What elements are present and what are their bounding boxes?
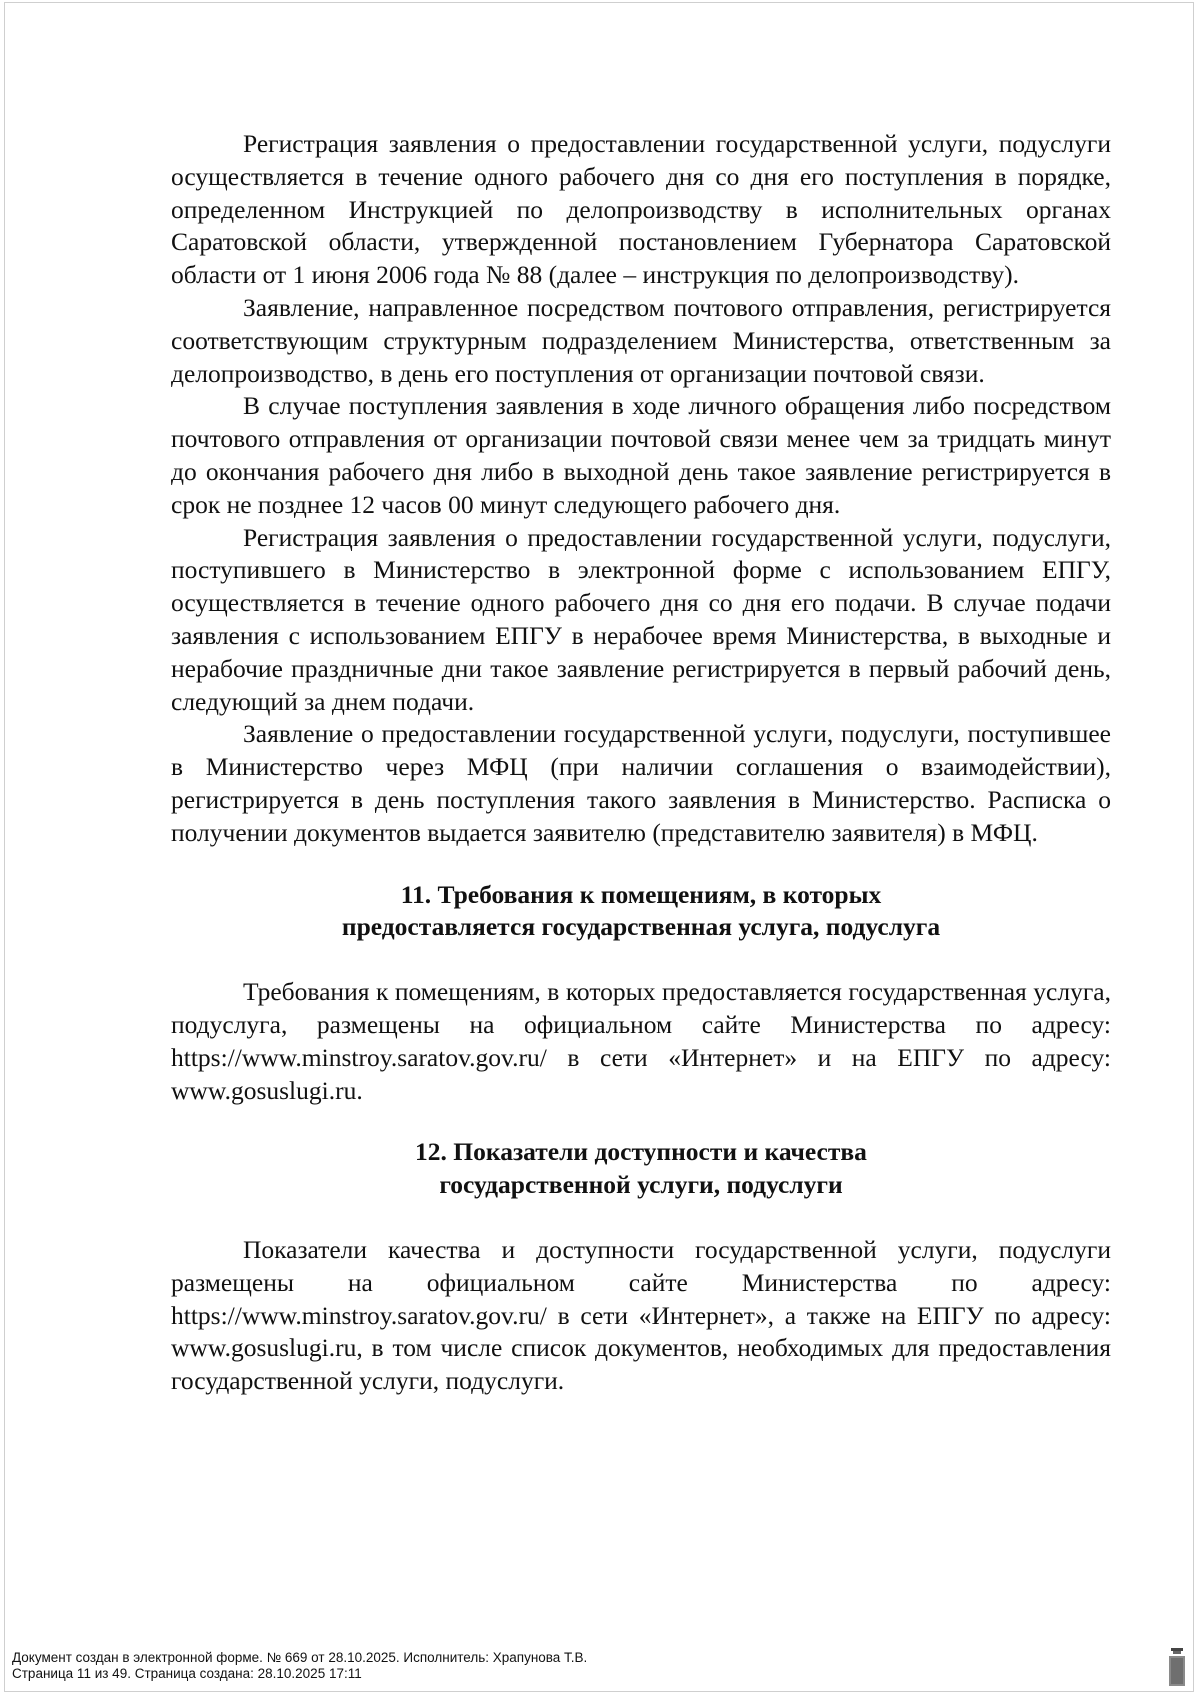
section-12-title-line2: государственной услуги, подуслуги bbox=[439, 1170, 843, 1200]
paragraph-postal: Заявление, направленное посредством почтового отправления, регистрируется соответствующим структурным подразделением Министерства, ответственным за делопроизводство, в день его поступления от организации почтовой связи. bbox=[171, 292, 1111, 388]
section-11-text: Требования к помещениям, в которых предоставляется государственная услуга, подуслуга, размещены на официальном сайте Министерства по адресу: https://www.minstroy.saratov.gov.ru/ в сети «Интернет» и на ЕПГУ по адресу: www.gosuslugi.ru. bbox=[171, 977, 1111, 1105]
footer-line2: Страница 11 из 49. Страница создана: 28.10.2025 17:11 bbox=[12, 1666, 362, 1681]
section-11-title-line1: 11. Требования к помещениям, в которых bbox=[400, 879, 882, 909]
paragraph-mfc: Заявление о предоставлении государственной услуги, подуслуги, поступившее в Министерство через МФЦ (при наличии соглашения о взаимодействии), регистрируется в день поступления такого заявления в Министерство. Расписка о получении документов выдается заявителю (представителю заявителя) в МФЦ. bbox=[171, 719, 1111, 847]
section-12-text: Показатели качества и доступности государственной услуги, подуслуги размещены на официальном сайте Министерства по адресу: https://www.minstroy.saratov.gov.ru/ в сети «Интернет», а также на ЕПГУ по адресу: www.gosuslugi.ru, в том числе список документов, необходимых для предоставления государственной услуги, подуслуги. bbox=[171, 1234, 1111, 1396]
section-12-heading bbox=[171, 1136, 1111, 1202]
section-12-title-line1: 12. Показатели доступности и качества bbox=[415, 1137, 867, 1167]
footer bbox=[12, 1650, 587, 1682]
footer-line1: Документ создан в электронной форме. № 669 от 28.10.2025. Исполнитель: Храпунова Т.В. bbox=[12, 1650, 588, 1665]
document-body bbox=[171, 128, 1111, 1398]
paragraph-late-submission: В случае поступления заявления в ходе личного обращения либо посредством почтового отправления от организации почтовой связи менее чем за тридцать минут до окончания рабочего дня либо в выходной день такое заявление регистрируется в срок не позднее 12 часов 00 минут следующего рабочего дня. bbox=[171, 391, 1111, 519]
document-stamp-icon bbox=[1166, 1646, 1188, 1690]
paragraph-epgu: Регистрация заявления о предоставлении государственной услуги, подуслуги, поступившего в Министерство в электронной форме с использованием ЕПГУ, осуществляется в течение одного рабочего дня со дня его подачи. В случае подачи заявления с использованием ЕПГУ в нерабочее время Министерства, в выходные и нерабочие праздничные дни такое заявление регистрируется в первый рабочий день, следующий за днем подачи. bbox=[171, 522, 1111, 716]
section-11-heading bbox=[171, 879, 1111, 945]
paragraph-registration: Регистрация заявления о предоставлении государственной услуги, подуслуги осуществляется в течение одного рабочего дня со дня его поступления в порядке, определенном Инструкцией по делопроизводству в исполнительных органах Саратовской области, утвержденной постановлением Губернатора Саратовской области от 1 июня 2006 года № 88 (далее – инструкция по делопроизводству). bbox=[171, 129, 1111, 290]
section-11-title-line2: предоставляется государственная услуга, подуслуга bbox=[341, 912, 941, 942]
